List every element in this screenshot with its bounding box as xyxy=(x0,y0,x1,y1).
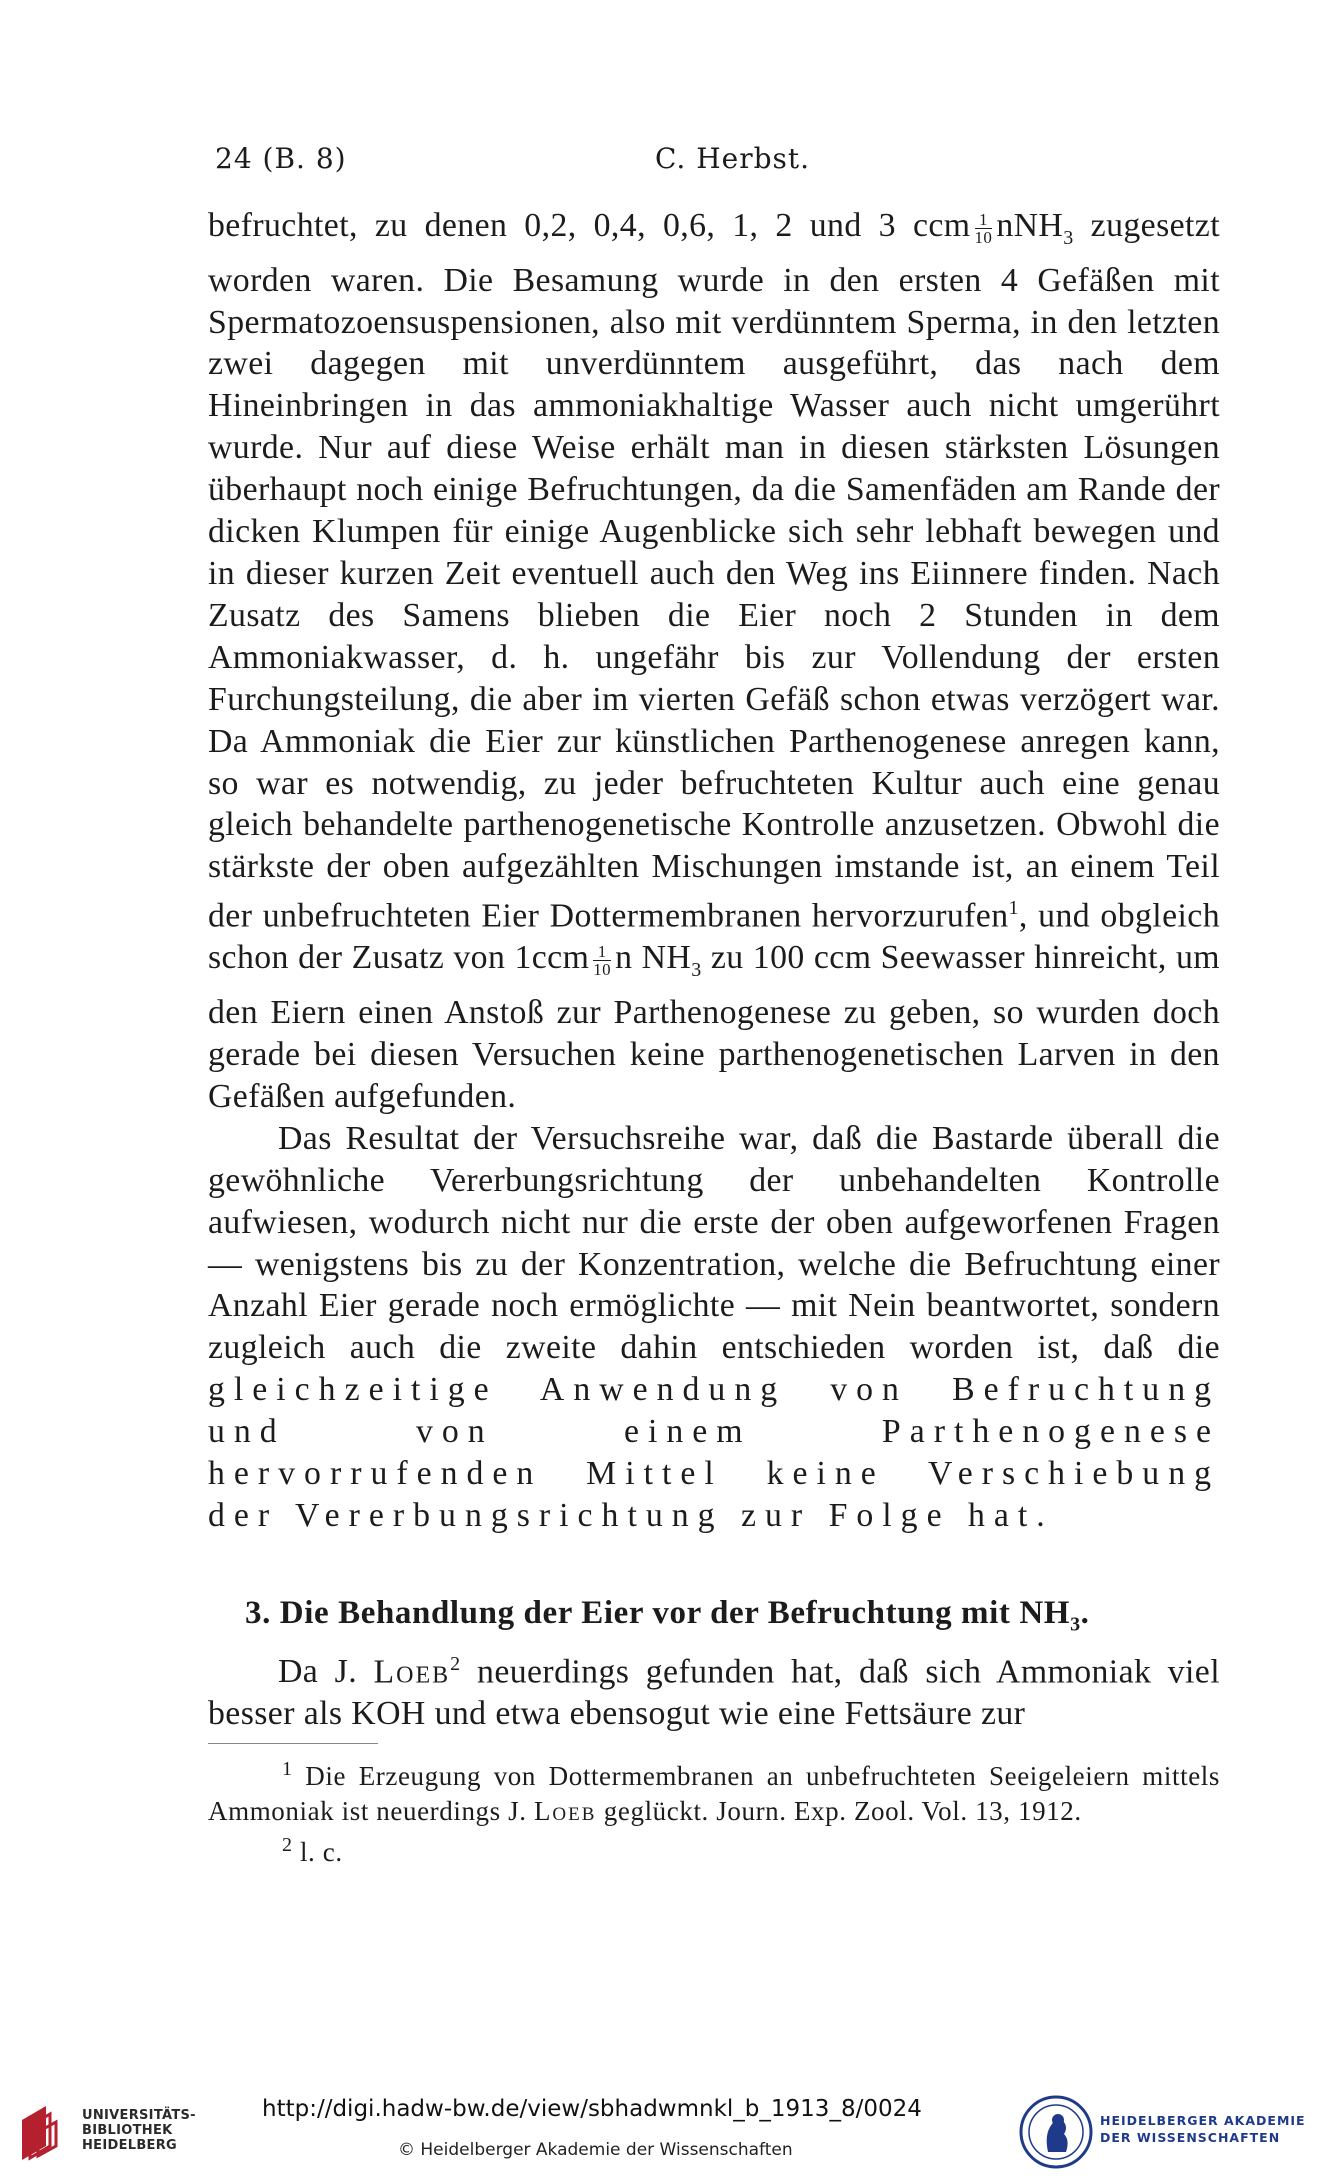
text-run: neuerdings gefunden hat, daß sich Ammoniak viel besser als KOH und etwa ebensogut wie eine Fettsäure zur xyxy=(208,1653,1221,1733)
library-line: BIBLIOTHEK xyxy=(82,2123,173,2138)
author-name: Loeb xyxy=(533,1795,597,1826)
academy-line: HEIDELBERGER AKADEMIE xyxy=(1100,2113,1306,2128)
fraction-denominator: 10 xyxy=(974,227,993,247)
main-text xyxy=(208,205,1220,1537)
text-run: Da J. xyxy=(278,1653,374,1691)
academy-name xyxy=(1100,2112,1306,2146)
paragraph-1 xyxy=(208,205,1220,1118)
viewer-footer xyxy=(0,2090,1319,2176)
subscript: 3 xyxy=(1063,226,1074,249)
academy-line: DER WISSENSCHAFTEN xyxy=(1100,2130,1281,2145)
text-run: nNH xyxy=(996,207,1064,244)
text-run: l. c. xyxy=(292,1837,343,1867)
fraction-denominator: 10 xyxy=(593,960,612,980)
author-name: Loeb xyxy=(373,1653,451,1691)
footnote-ref-1[interactable]: 1 xyxy=(1008,897,1019,920)
footnote-1 xyxy=(208,1752,1220,1828)
library-line: UNIVERSITÄTS- xyxy=(82,2108,196,2123)
text-run: n NH xyxy=(615,939,692,977)
text-run: zugesetzt worden waren. Die Besamung wurde in den ersten 4 Gefäßen mit Spermatozoensuspensionen, also mit verdünntem Sperma, in den letzten zwei dagegen mit unverdünntem ausgeführt, das nach dem Hineinbringen in das ammoniakhaltige Wasser auch nicht umgerührt wurde. Nur auf diese Weise erhält man in diesen stärksten Lösungen überhaupt noch einige Befruchtungen, da die Samenfäden am Rande der dicken Klumpen für einige Augenblicke sich sehr lebhaft bewegen und in dieser kurzen Zeit eventuell auch den Weg ins Eiinnere finden. Nach Zusatz des Samens blieben die Eier noch 2 Stunden in dem Ammoniakwasser, d. h. ungefähr bis zur Vollendung der ersten Furchungsteilung, die aber im vierten Gefäß schon etwas verzögert war. Da Ammoniak die Eier zur künstlichen Parthenogenese anregen kann, so war es notwendig, zu jeder befruchteten Kultur auch eine genau gleich behandelte parthenogenetische Kontrolle anzusetzen. Obwohl die stärkste der oben aufgezählten Mischungen imstande ist, an einem Teil der unbefruchteten Eier Dottermembranen hervorzurufen xyxy=(208,207,1220,935)
footnote-divider xyxy=(208,1743,378,1744)
library-line: HEIDELBERG xyxy=(82,2138,178,2153)
fraction xyxy=(975,211,993,246)
university-library-logo-icon[interactable] xyxy=(16,2102,76,2164)
heading-end: . xyxy=(1080,1595,1090,1631)
footnotes xyxy=(208,1752,1220,1870)
footnote-2 xyxy=(208,1828,1220,1870)
text-run: zu 100 ccm Seewasser hinreicht, um den Eiern einen Anstoß zur Parthenogenese zu geben, so wurden doch gerade bei diesen Versuchen keine parthenogenetischen Larven in den Gefäßen aufgefunden. xyxy=(208,939,1220,1115)
academy-seal-icon[interactable] xyxy=(1018,2094,1094,2170)
permalink-url[interactable]: http://digi.hadw-bw.de/view/sbhadwmnkl_b_1913_8/0024 xyxy=(262,2096,922,2122)
fraction xyxy=(593,943,611,978)
running-author: C. Herbst. xyxy=(655,142,811,175)
section-heading xyxy=(245,1595,1225,1637)
text-run: geglückt. Journ. Exp. Zool. Vol. 13, 1912. xyxy=(596,1795,1082,1826)
text-run: Das Resultat der Versuchsreihe war, daß die Bastarde überall die gewöhnliche Vererbungsrichtung der unbehandelten Kontrolle aufwiesen, wodurch nicht nur die erste der oben aufgeworfenen Fragen — wenigstens bis zu der Konzentration, welche die Befruchtung einer Anzahl Eier gerade noch ermöglichte — mit Nein beantwortet, sondern zugleich auch die zweite dahin entschieden worden ist, daß die xyxy=(208,1119,1220,1367)
footnote-ref-2[interactable]: 2 xyxy=(450,1653,461,1675)
footnote-mark: 2 xyxy=(282,1834,293,1856)
text-run: , und obgleich schon der Zusatz von 1ccm xyxy=(208,897,1220,977)
text-run: befruchtet, zu denen 0,2, 0,4, 0,6, 1, 2 und 3 ccm xyxy=(208,207,971,244)
heading-text: 3. Die Behandlung der Eier vor der Befruchtung mit NH xyxy=(245,1595,1071,1631)
page-reference: 24 (B. 8) xyxy=(215,142,347,175)
copyright-notice: © Heidelberger Akademie der Wissenschaften xyxy=(398,2140,793,2160)
fraction-numerator: 1 xyxy=(975,211,993,229)
text-run: Die Erzeugung von Dottermembranen an unbefruchteten Seeigeleiern mittels Ammoniak ist neuerdings J. xyxy=(208,1761,1220,1826)
paragraph-3 xyxy=(208,1644,1220,1735)
university-library-name xyxy=(82,2108,196,2153)
paragraph-2 xyxy=(208,1118,1220,1537)
subscript: 3 xyxy=(1070,1613,1081,1636)
subscript: 3 xyxy=(691,959,702,982)
footnote-mark: 1 xyxy=(282,1758,293,1780)
emphasized-text: gleichzeitige Anwendung von Befruchtung und von einem Parthenogenese hervorrufenden Mittel keine Verschiebung der Vererbungsrichtung zur Folge hat. xyxy=(208,1371,1220,1534)
fraction-numerator: 1 xyxy=(593,943,611,961)
